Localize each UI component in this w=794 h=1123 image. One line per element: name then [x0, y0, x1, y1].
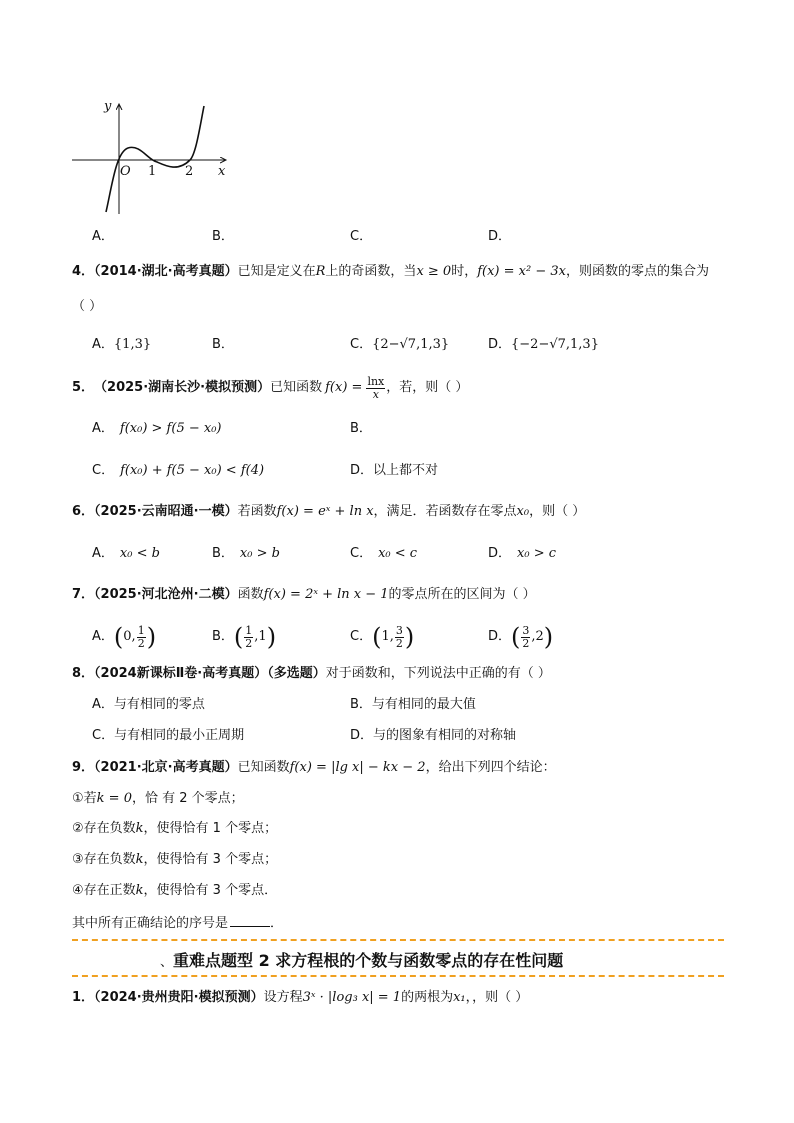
q9-conclusion-3: ③存在负数k，使得恰有 3 个零点；: [72, 852, 278, 867]
q4-option-b: B．: [212, 337, 234, 352]
q4-function: f(x) = x² − 3x: [477, 264, 566, 279]
section-divider-top: [72, 939, 724, 941]
q7-option-b: B． ( $\frac{1}{2}$ ,1 ): [212, 623, 277, 651]
q6-option-d: D． x₀ > c: [488, 546, 556, 561]
q9-conclusion-2: ②存在负数k，使得恰有 1 个零点；: [72, 821, 278, 836]
q6-option-a: A． x₀ < b: [92, 546, 160, 561]
q4-option-d: D．{−2−√7,1,3}: [488, 337, 599, 352]
q3-option-d: D．: [488, 229, 512, 244]
q6-stem: 6．（2025·云南昭通·一模）若函数f(x) = eˣ + ln x，满足．若函数存在零点x₀，则（ ）: [72, 504, 586, 519]
q8-option-b: B．与有相同的最大值: [350, 697, 476, 712]
q5-fraction: $\frac{\ln x}{x}$: [367, 374, 385, 401]
q5-option-d: D．以上都不对: [350, 463, 439, 478]
q7-stem: 7．（2025·河北沧州·二模）函数f(x) = 2ˣ + ln x − 1的零点所在的区间为（ ）: [72, 587, 536, 602]
q6-option-c: C． x₀ < c: [350, 546, 418, 561]
tick-2: 2: [185, 164, 194, 179]
q9-conclusion-4: ④存在正数k，使得恰有 3 个零点．: [72, 883, 278, 898]
section-divider-bottom: [72, 975, 724, 977]
q5-option-c: C． f(x₀) + f(5 − x₀) < f(4): [92, 463, 265, 478]
q8-option-a: A．与有相同的零点: [92, 697, 205, 712]
q4-number: 4．: [72, 264, 95, 279]
answer-blank[interactable]: [230, 914, 270, 927]
tick-1: 1: [148, 164, 157, 179]
q8-option-c: C．与有相同的最小正周期: [92, 728, 245, 743]
next-q1-stem: 1．（2024·贵州贵阳·模拟预测）设方程3ˣ · |log₃ x| = 1的两根为x₁，，则（ ）: [72, 990, 529, 1005]
x-label: x: [218, 164, 226, 179]
q7-option-c: C． ( 1, $\frac{3}{2}$ ): [350, 623, 415, 651]
q9-ending: 其中所有正确结论的序号是 ．: [72, 916, 284, 931]
q8-stem: 8．（2024新课标Ⅱ卷·高考真题）（多选题）对于函数和，下列说法中正确的有（ ）: [72, 666, 551, 681]
q5-option-a: A． f(x₀) > f(5 − x₀): [92, 421, 222, 436]
q3-option-c: C．: [350, 229, 373, 244]
q4-option-c: C．{2−√7,1,3}: [350, 337, 450, 352]
q4-paren: （ ）: [72, 299, 103, 314]
q9-conclusion-1: ①若k = 0，恰 有 2 个零点；: [72, 791, 244, 806]
y-label: y: [104, 99, 112, 114]
q4-option-a: A．{1,3}: [92, 337, 152, 352]
q3-option-b: B．: [212, 229, 234, 244]
function-graph: [68, 96, 238, 218]
q7-option-d: D． ( $\frac{3}{2}$ ,2 ): [488, 623, 554, 651]
q8-option-d: D．与的图象有相同的对称轴: [350, 728, 517, 743]
q4-stem: 4．（2014·湖北·高考真题）已知是定义在R上的奇函数，当x ≥ 0时，f(x) = x² − 3x，则函数的零点的集合为: [72, 264, 709, 279]
q7-option-a: A． ( 0, $\frac{1}{2}$ ): [92, 623, 157, 651]
q6-option-b: B． x₀ > b: [212, 546, 280, 561]
section-title: 、重难点题型 2 求方程根的个数与函数零点的存在性问题: [160, 951, 564, 970]
origin-label: O: [120, 164, 131, 179]
curve: [106, 106, 204, 212]
q4-source: （2014·湖北·高考真题）: [94, 264, 238, 279]
q3-option-a: A．: [92, 229, 114, 244]
q5-stem: 5． （2025·湖南长沙·模拟预测） 已知函数 f(x) = $\frac{\ln x}{x}$ ，若，则（ ）: [72, 374, 469, 401]
q9-stem: 9．（2021·北京·高考真题）已知函数f(x) = |lg x| − kx − 2，给出下列四个结论：: [72, 760, 556, 775]
q5-option-b: B．: [350, 421, 372, 436]
